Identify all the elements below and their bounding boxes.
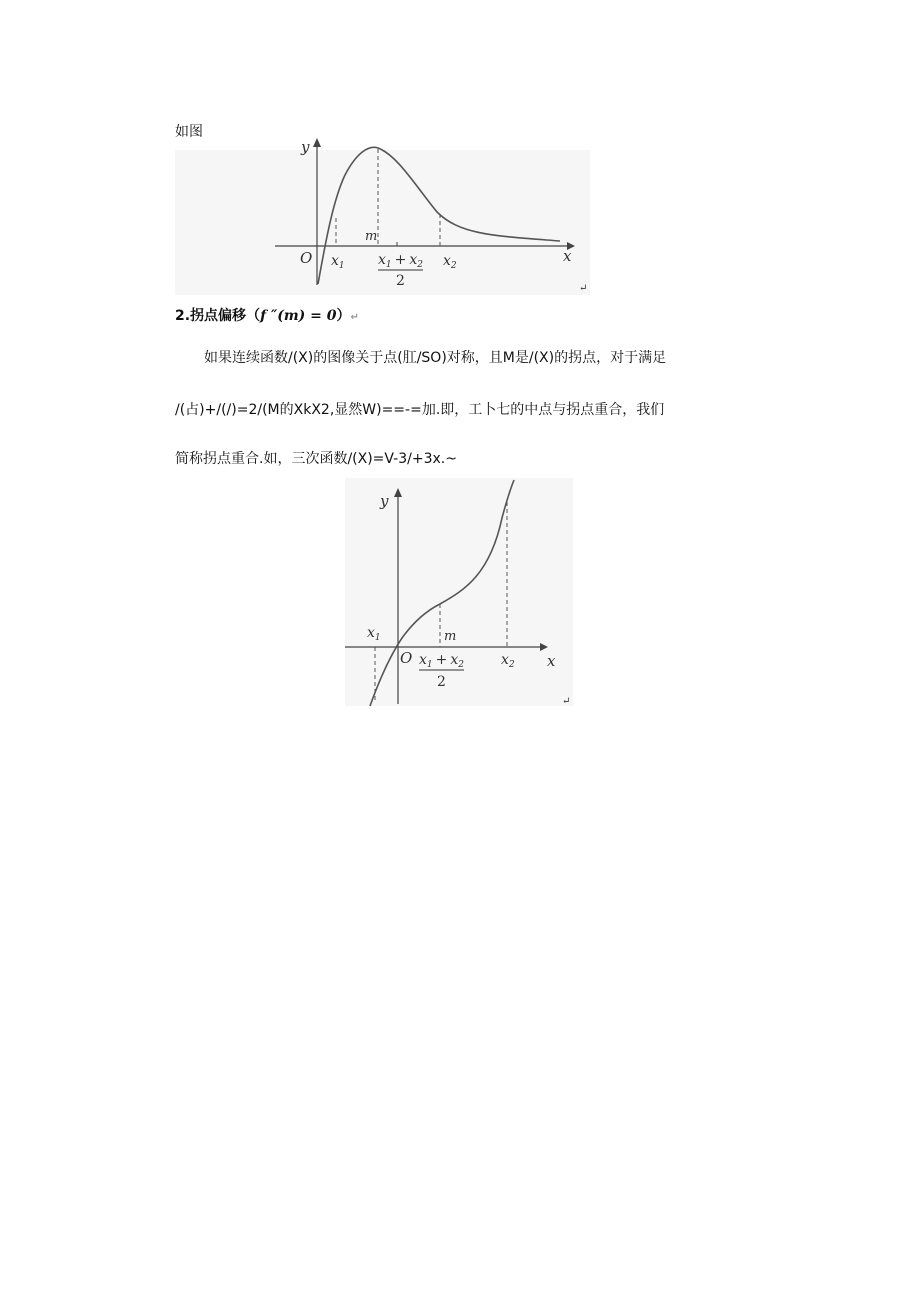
x1-label: $x_1$: [331, 253, 345, 271]
inflection-formula: f ″(m) = 0: [260, 308, 337, 324]
paragraph-line-3: 简称拐点重合.如，三次函数/(X)=V-3/+3x.~: [175, 451, 457, 467]
formula-close-paren: ）: [336, 308, 351, 324]
return-mark: ↵: [562, 696, 571, 707]
paragraph-line-1: 如果连续函数/(X)的图像关于点(肛/SO)对称，且M是/(X)的拐点，对于满足: [204, 350, 667, 366]
x1-label: $x_1$: [367, 625, 381, 643]
midpoint-denominator: 2: [437, 674, 446, 690]
section-number: 2.: [175, 308, 191, 324]
return-mark: ↵: [350, 312, 359, 323]
midpoint-denominator: 2: [396, 273, 405, 289]
section-title: 拐点偏移: [190, 308, 247, 324]
m-label: m: [365, 229, 378, 244]
origin-label: O: [300, 249, 313, 267]
y-label: y: [380, 492, 389, 510]
y-label: y: [301, 138, 310, 156]
origin-label: O: [400, 649, 413, 667]
m-label: m: [444, 629, 457, 644]
figure-1-background: [175, 150, 590, 295]
x2-label: $x_2$: [501, 652, 515, 670]
section-heading: [175, 305, 359, 325]
x-label: x: [563, 247, 572, 265]
figure-2-graph: [340, 478, 580, 708]
paragraph-line-2: /(占)+/(/)=2/(M的XkX2,显然W)==-=加.即，工卜七的中点与拐点重合，我们: [175, 402, 665, 418]
x2-label: $x_2$: [443, 253, 457, 271]
formula-open-paren: （: [246, 308, 261, 324]
x-label: x: [547, 652, 556, 670]
figure-1-graph: [175, 130, 595, 295]
intro-label: 如图: [175, 124, 203, 140]
midpoint-numerator: $x_1 + x_2$: [419, 652, 465, 670]
return-mark: ↵: [579, 283, 588, 294]
y-axis-arrow: [313, 138, 321, 147]
midpoint-numerator: $x_1 + x_2$: [378, 252, 424, 270]
